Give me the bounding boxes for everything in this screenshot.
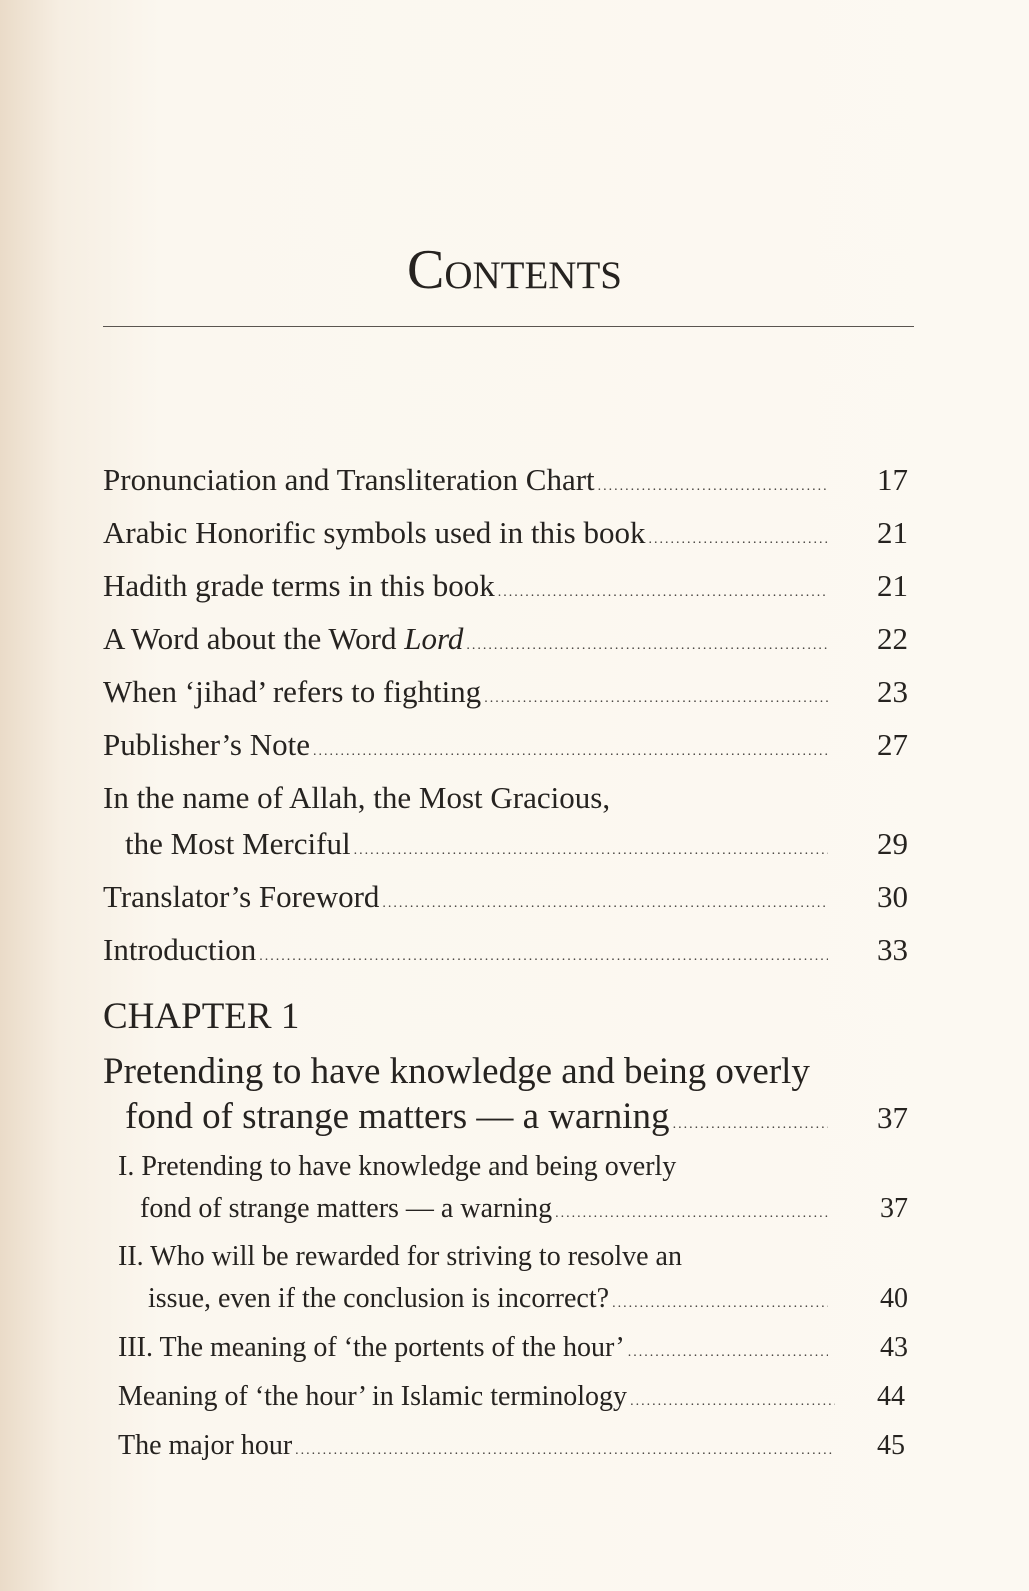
toc-subentry-page: 43 <box>880 1332 908 1363</box>
dot-leader <box>648 532 828 548</box>
toc-entry-title: Hadith grade terms in this book <box>103 568 495 603</box>
toc-entry-title: Publisher’s Note <box>103 727 310 762</box>
dot-leader <box>673 1117 828 1133</box>
dot-leader <box>313 744 828 760</box>
dot-leader <box>295 1443 835 1459</box>
toc-entry-title <box>103 621 463 657</box>
dot-leader <box>612 1296 828 1312</box>
toc-entry-page: 22 <box>877 621 908 656</box>
toc-entry-title-italic: Lord <box>404 621 464 656</box>
toc-entry-title: When ‘jihad’ refers to fighting <box>103 674 482 709</box>
title-divider <box>103 326 914 327</box>
dot-leader <box>259 949 828 965</box>
toc-subentry-title-line2: issue, even if the conclusion is incorrect? <box>148 1283 610 1314</box>
toc-subentry-page: 45 <box>877 1430 905 1461</box>
toc-subentry-title: III. The meaning of ‘the portents of the hour’ <box>118 1332 625 1363</box>
toc-entry-page: 21 <box>877 568 908 603</box>
toc-subentry-title-line1: II. Who will be rewarded for striving to resolve an <box>118 1241 682 1272</box>
toc-entry-page: 33 <box>877 932 908 967</box>
dot-leader <box>598 479 828 495</box>
chapter-heading: CHAPTER 1 <box>103 996 300 1037</box>
toc-subentry-title: Meaning of ‘the hour’ in Islamic terminology <box>118 1381 628 1412</box>
chapter-title-line1: Pretending to have knowledge and being overly <box>103 1051 810 1092</box>
toc-entry-page: 23 <box>877 674 908 709</box>
dot-leader <box>555 1206 828 1222</box>
toc-entry-title: Translator’s Foreword <box>103 879 380 914</box>
toc-subentry-title: The major hour <box>118 1430 293 1461</box>
toc-subentry-title-line2: fond of strange matters — a warning <box>140 1193 553 1224</box>
dot-leader <box>484 691 828 707</box>
toc-entry-page: 21 <box>877 515 908 550</box>
toc-entry-page: 29 <box>877 826 908 861</box>
toc-entry-page: 27 <box>877 727 908 762</box>
toc-subentry-page: 40 <box>880 1283 908 1314</box>
dot-leader <box>466 638 828 654</box>
toc-entry-title: Pronunciation and Transliteration Chart <box>103 462 595 497</box>
toc-entry-title: Arabic Honorific symbols used in this book <box>103 515 646 550</box>
chapter-title-line2: fond of strange matters — a warning <box>125 1096 670 1137</box>
dot-leader <box>630 1394 835 1410</box>
toc-entry-title-line2: the Most Merciful <box>125 826 351 861</box>
toc-entry-title: Introduction <box>103 932 257 967</box>
toc-subentry-title-line1: I. Pretending to have knowledge and being overly <box>118 1151 677 1182</box>
dot-leader <box>628 1345 828 1361</box>
toc-entry-page: 17 <box>877 462 908 497</box>
toc-entry-title-prefix: A Word about the Word <box>103 621 405 656</box>
toc-entry-page: 30 <box>877 879 908 914</box>
page-title: Contents <box>406 239 622 301</box>
chapter-page: 37 <box>877 1100 908 1135</box>
toc-entry-title-line1: In the name of Allah, the Most Gracious, <box>103 780 611 815</box>
toc-subentry-page: 37 <box>880 1193 908 1224</box>
dot-leader <box>354 843 828 859</box>
dot-leader <box>498 585 828 601</box>
dot-leader <box>382 896 828 912</box>
toc-subentry-page: 44 <box>877 1381 905 1412</box>
